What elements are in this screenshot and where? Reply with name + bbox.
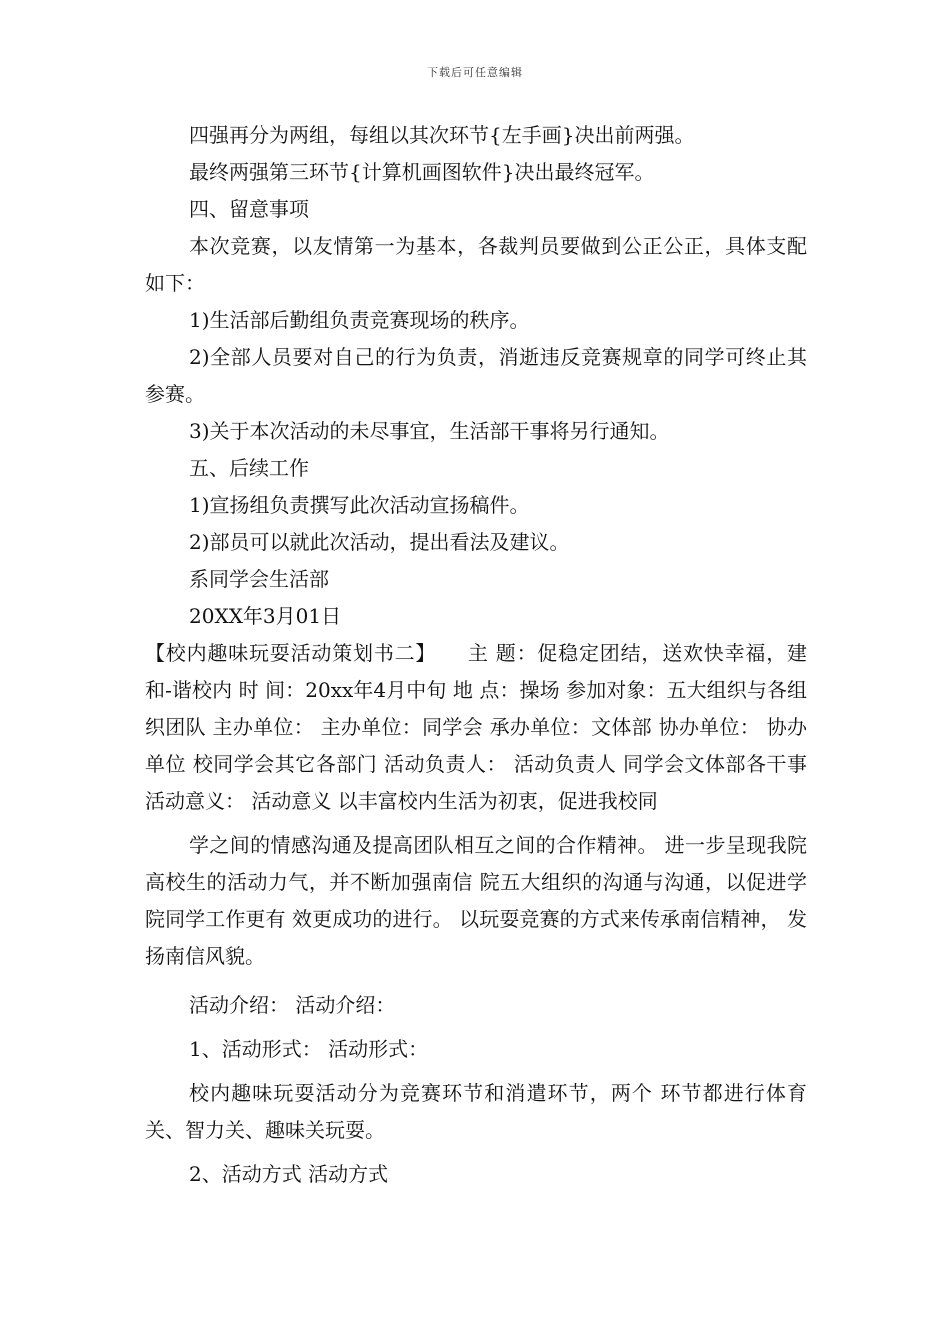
paragraph-purpose: 学之间的情感沟通及提高团队相互之间的合作精神。 进一步呈现我院高校生的活动力气，并不断加强南信 院五大组织的沟通与沟通，以促进学院同学工作更有 效更成功的进行。 以玩耍竞赛的方式来传承南信精神， 发扬南信风貌。: [145, 833, 807, 968]
page-header: 下载后可任意编辑: [427, 66, 523, 79]
list-item-suggestions: 2)部员可以就此次活动，提出看法及建议。: [189, 530, 570, 554]
signature-department: 系同学会生活部: [189, 567, 329, 591]
heading-activity-intro: 活动介绍： 活动介绍：: [189, 993, 396, 1017]
paragraph-semifinal-rule: 四强再分为两组，每组以其次环节{左手画}决出前两强。: [189, 123, 695, 147]
section-heading-followup: 五、后续工作: [189, 456, 309, 480]
paragraph-fairness: 本次竞赛，以友情第一为基本，各裁判员要做到公正公正，具体支配如下：: [145, 234, 807, 295]
list-item-order: 1)生活部后勤组负责竞赛现场的秩序。: [189, 308, 530, 332]
paragraph-activity-form: 校内趣味玩耍活动分为竞赛环节和消遣环节，两个 环节都进行体育关、智力关、趣味关玩耍。: [145, 1081, 807, 1142]
heading-activity-form: 1、活动形式： 活动形式：: [189, 1037, 429, 1061]
paragraph-plan-two-intro: 【校内趣味玩耍活动策划书二】 主 题：促稳定团结，送欢快幸福，建和-谐校内 时 间：20xx年4月中旬 地 点：操场 参加对象：五大组织与各组织团队 主办单位： 主办单位：同学会 承办单位：文体部 协办单位： 协办单位 校同学会其它各部门 活动负责人： 活动负责人 同学会文体部各干事 活动意义： 活动意义 以丰富校内生活为初衷，促进我校同: [145, 641, 807, 813]
heading-activity-method: 2、活动方式 活动方式: [189, 1162, 389, 1186]
signature-date: 20XX年3月01日: [189, 604, 342, 628]
section-heading-notes: 四、留意事项: [189, 197, 309, 221]
list-item-responsibility: 2)全部人员要对自己的行为负责，消逝违反竞赛规章的同学可终止其参赛。: [145, 345, 807, 406]
document-body: [145, 117, 807, 1193]
list-item-publicity: 1)宣扬组负责撰写此次活动宣扬稿件。: [189, 493, 530, 517]
paragraph-final-rule: 最终两强第三环节{计算机画图软件}决出最终冠军。: [189, 160, 655, 184]
list-item-notice: 3)关于本次活动的未尽事宜，生活部干事将另行通知。: [189, 419, 670, 443]
